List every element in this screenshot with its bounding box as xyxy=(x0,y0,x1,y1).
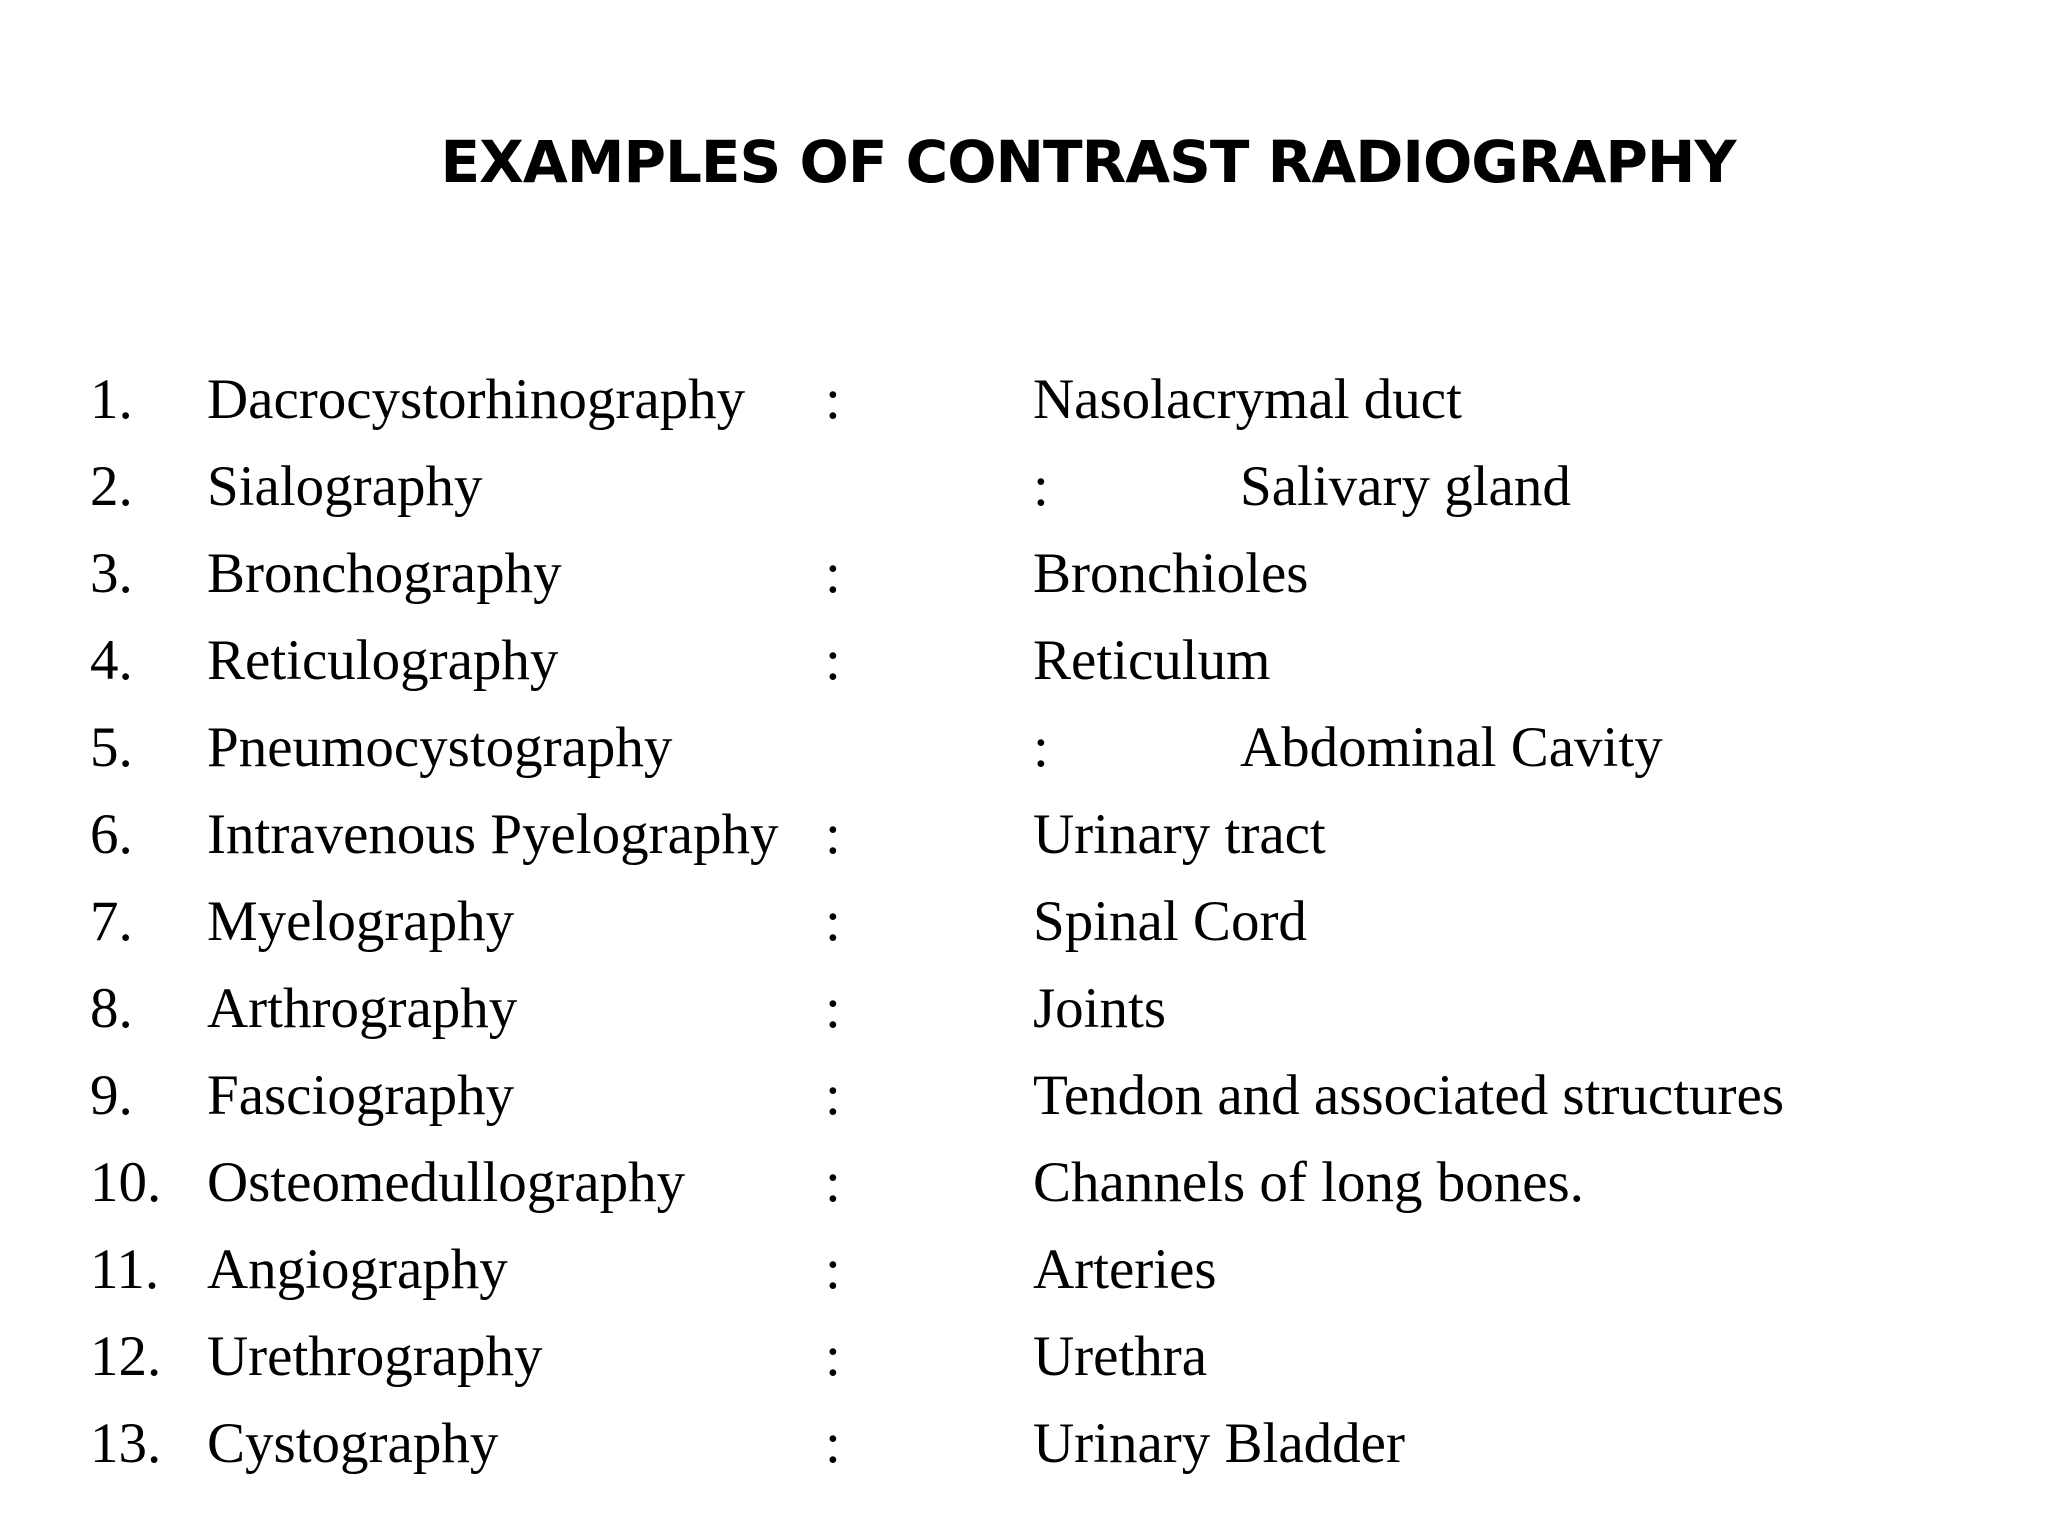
item-term: Reticulography xyxy=(207,629,559,692)
item-description: Channels of long bones. xyxy=(1033,1151,1584,1214)
item-term: Intravenous Pyelography xyxy=(207,803,779,866)
item-term: Urethrography xyxy=(207,1325,543,1388)
list-item xyxy=(0,704,2048,791)
item-term: Arthrography xyxy=(207,977,518,1040)
item-separator: : xyxy=(1033,716,1049,779)
item-separator: : xyxy=(825,977,841,1040)
list-item xyxy=(0,1400,2048,1487)
item-description: Abdominal Cavity xyxy=(1240,716,1663,779)
list-item xyxy=(0,617,2048,704)
item-term: Cystography xyxy=(207,1412,499,1475)
list-item xyxy=(0,1313,2048,1400)
item-description: Urinary tract xyxy=(1033,803,1326,866)
item-separator: : xyxy=(825,1412,841,1475)
item-number: 11. xyxy=(90,1238,160,1301)
item-number: 13. xyxy=(90,1412,162,1475)
item-separator: : xyxy=(825,1325,841,1388)
item-term: Angiography xyxy=(207,1238,508,1301)
item-description: Joints xyxy=(1033,977,1167,1040)
item-number: 4. xyxy=(90,629,133,692)
item-number: 5. xyxy=(90,716,133,779)
list-item xyxy=(0,878,2048,965)
item-number: 2. xyxy=(90,455,133,518)
list-item xyxy=(0,443,2048,530)
item-term: Pneumocystography xyxy=(207,716,673,779)
item-separator: : xyxy=(825,1238,841,1301)
item-term: Sialography xyxy=(207,455,483,518)
item-separator: : xyxy=(825,629,841,692)
item-separator: : xyxy=(825,1064,841,1127)
item-separator: : xyxy=(825,890,841,953)
list-item xyxy=(0,1139,2048,1226)
item-description: Spinal Cord xyxy=(1033,890,1307,953)
item-number: 1. xyxy=(90,368,133,431)
item-description: Bronchioles xyxy=(1033,542,1309,605)
item-separator: : xyxy=(825,1151,841,1214)
item-number: 9. xyxy=(90,1064,133,1127)
item-term: Osteomedullography xyxy=(207,1151,686,1214)
list-item xyxy=(0,1052,2048,1139)
item-number: 8. xyxy=(90,977,133,1040)
item-number: 3. xyxy=(90,542,133,605)
item-separator: : xyxy=(825,368,841,431)
item-separator: : xyxy=(1033,455,1049,518)
radiography-list xyxy=(0,356,2048,1487)
item-separator: : xyxy=(825,803,841,866)
item-number: 10. xyxy=(90,1151,162,1214)
item-number: 6. xyxy=(90,803,133,866)
list-item xyxy=(0,965,2048,1052)
item-term: Dacrocystorhinography xyxy=(207,368,746,431)
item-separator: : xyxy=(825,542,841,605)
item-number: 12. xyxy=(90,1325,162,1388)
item-description: Reticulum xyxy=(1033,629,1271,692)
slide-title: EXAMPLES OF CONTRAST RADIOGRAPHY xyxy=(440,128,1736,196)
list-item xyxy=(0,530,2048,617)
item-term: Fasciography xyxy=(207,1064,515,1127)
item-description: Urethra xyxy=(1033,1325,1208,1388)
list-item xyxy=(0,356,2048,443)
item-term: Bronchography xyxy=(207,542,562,605)
item-description: Urinary Bladder xyxy=(1033,1412,1405,1475)
item-term: Myelography xyxy=(207,890,515,953)
item-description: Tendon and associated structures xyxy=(1033,1064,1785,1127)
item-description: Arteries xyxy=(1033,1238,1217,1301)
item-description: Salivary gland xyxy=(1240,455,1571,518)
list-item xyxy=(0,791,2048,878)
item-number: 7. xyxy=(90,890,133,953)
list-item xyxy=(0,1226,2048,1313)
item-description: Nasolacrymal duct xyxy=(1033,368,1462,431)
